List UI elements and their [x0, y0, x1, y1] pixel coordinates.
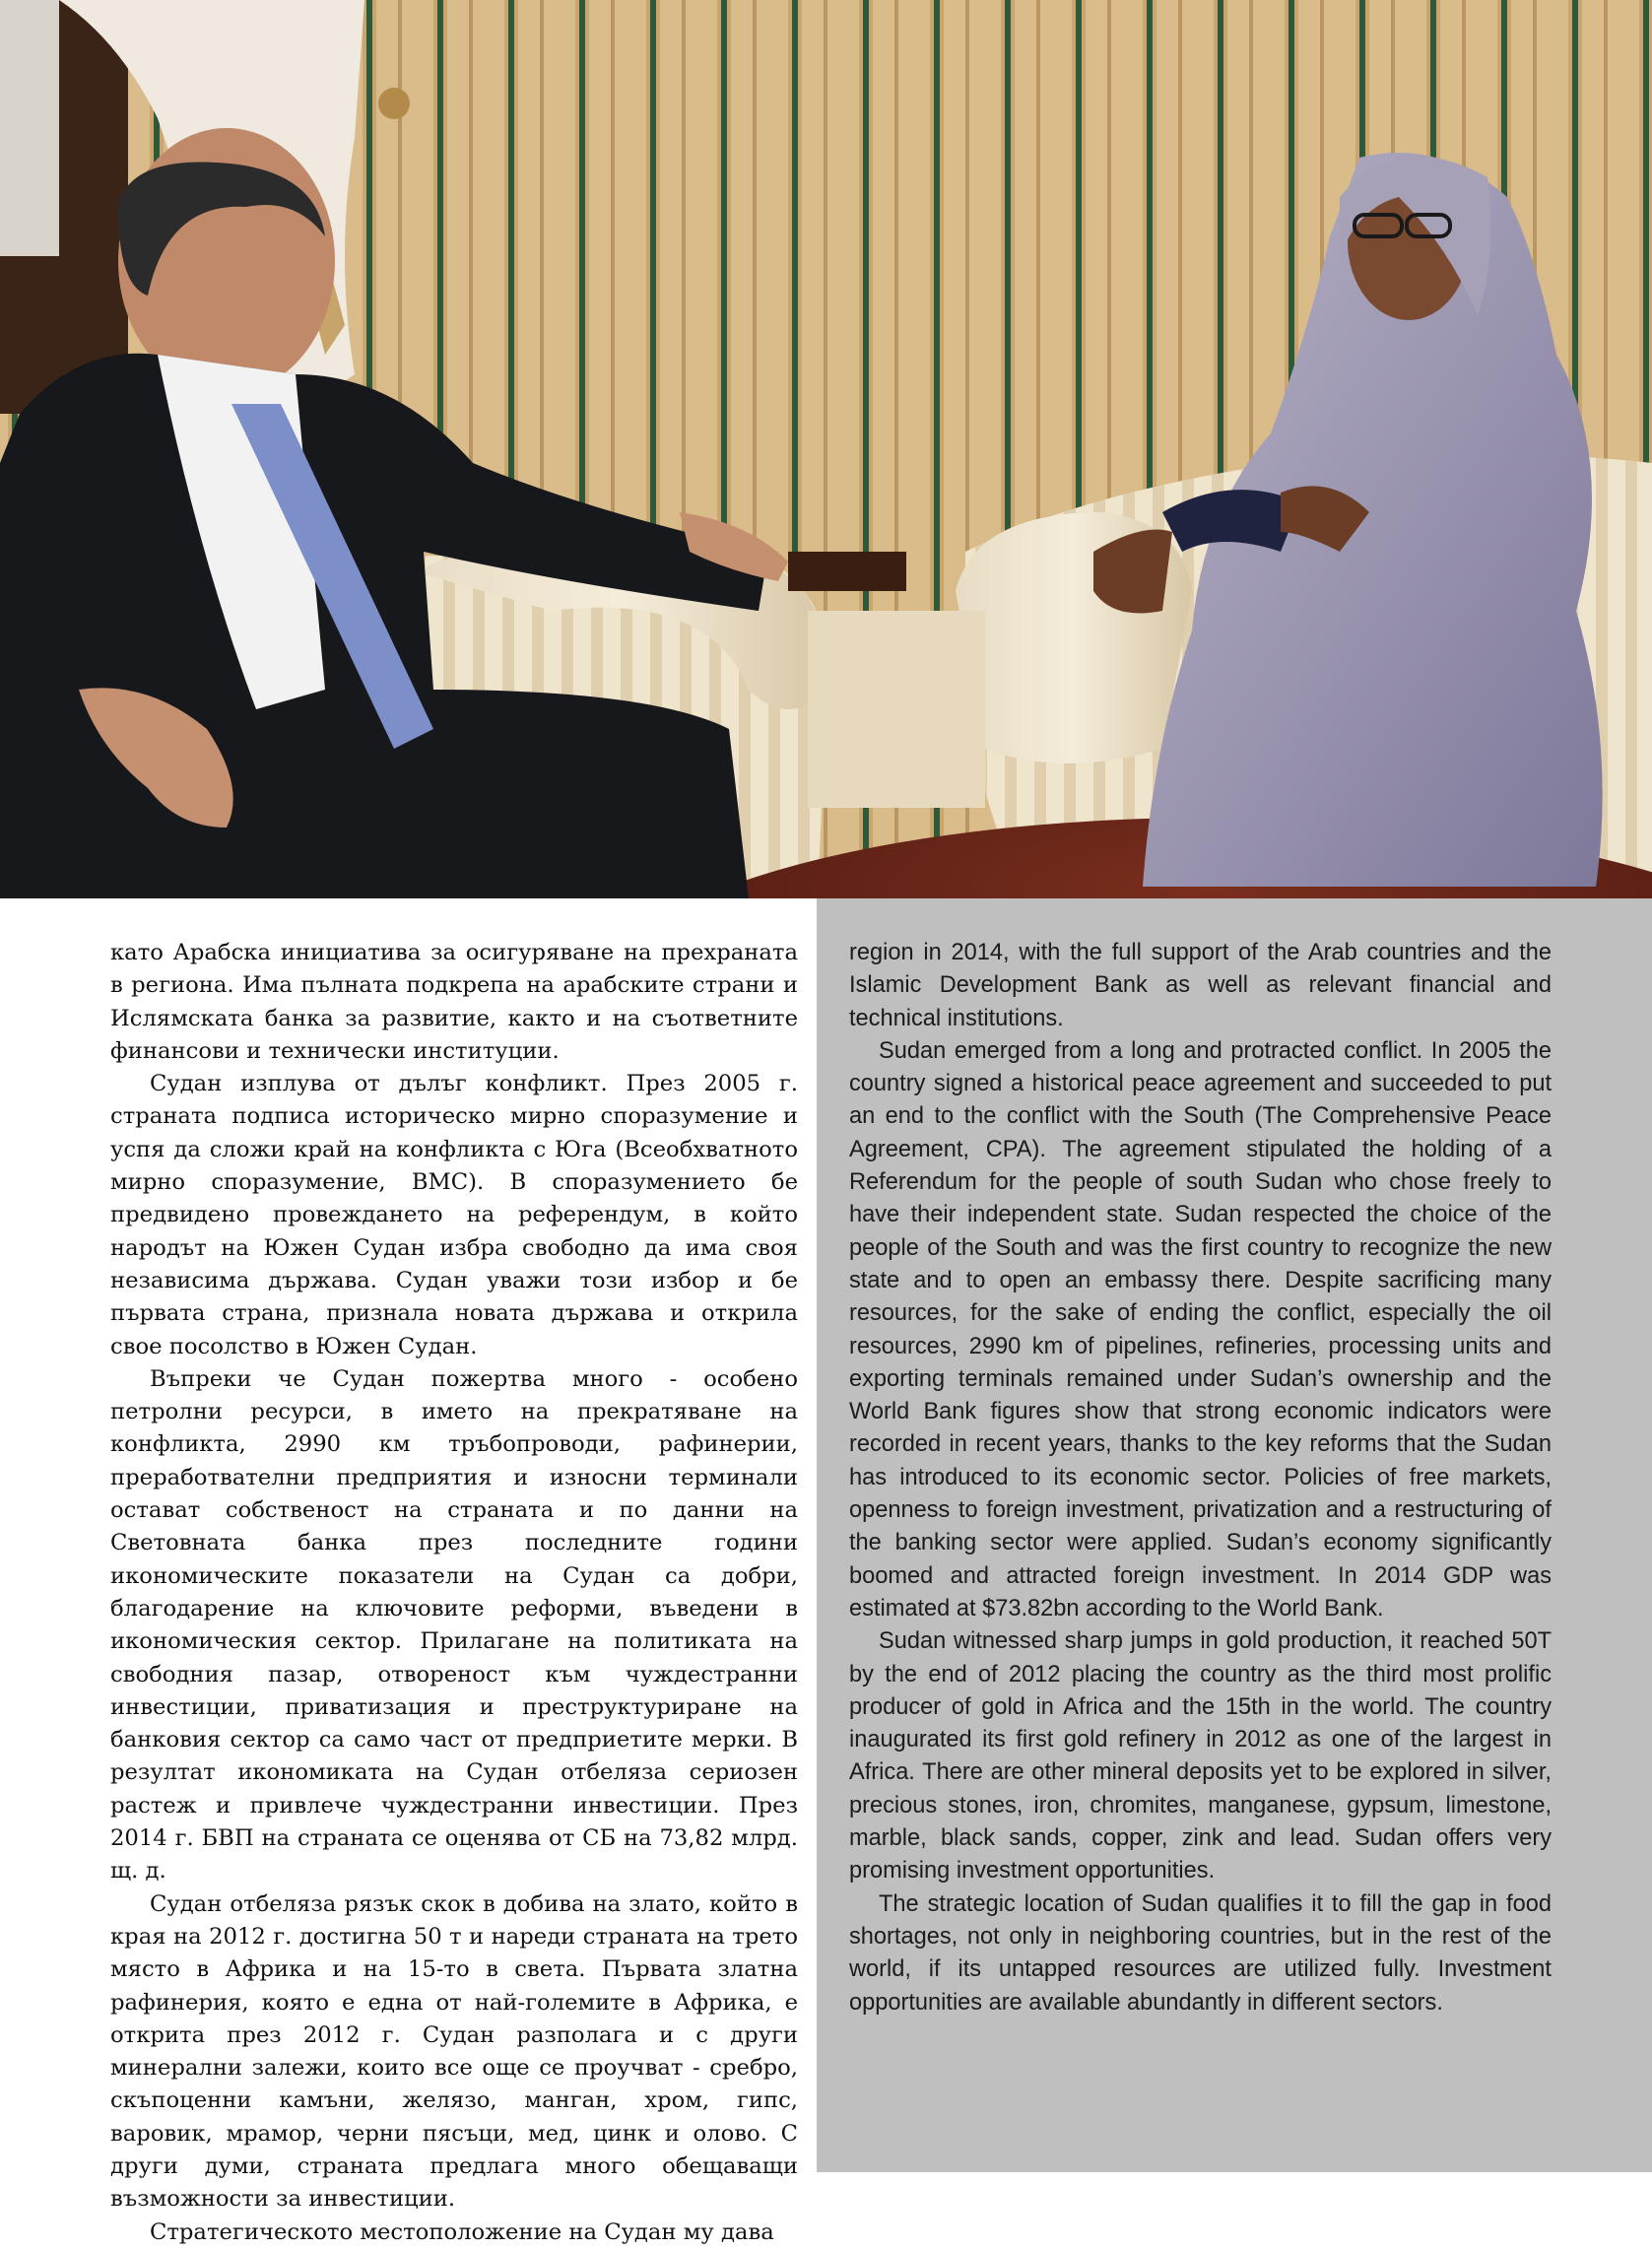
paragraph: region in 2014, with the full support of the Arab countries and the Islamic Development Bank as well as relevant financial and technical institutions.: [849, 940, 1552, 1031]
bulgarian-text-column: [110, 937, 798, 2249]
paragraph: Въпреки че Судан пожертва много - особено петролни ресурси, в името на прекратяване на конфликта, 2990 км тръбопроводи, рафинерии, преработвателни предприятия и износни терминали остават собственост на страната и по данни на Световната банка през последните години икономическите показатели на Судан са добри, благодарение на ключовите реформи, въведени в икономическия сектор. Прилагане на политиката на свободния пазар, отвореност към чуждестранни инвестиции, приватизация и преструктуриране на банковия сектор са само част от предприетите мерки. В резултат икономиката на Судан отбеляза сериозен растеж и привлече чуждестранни инвестиции. През 2014 г. БВП на страната се оценява от СБ на 73,82 млрд. щ. д.: [110, 1365, 798, 1885]
paragraph: The strategic location of Sudan qualifies it to fill the gap in food shortages, not only in neighboring countries, but in the rest of the world, if its untapped resources are utilized fully. Investment opportunities are available abundantly in different sectors.: [849, 1890, 1552, 2016]
paragraph: Sudan emerged from a long and protracted conflict. In 2005 the country signed a historical peace agreement and succeeded to put an end to the conflict with the South (The Comprehensive Peace Agreement, CPA). The agreement stipulated the holding of a Referendum for the people of south Sudan who chose freely to have their independent state. Sudan respected the choice of the people of the South and was the first country to recognize the new state and to open an embassy there. Despite sacrificing many resources, for the sake of ending the conflict, especially the oil resources, 2990 km of pipelines, refineries, processing units and exporting terminals remained under Sudan’s ownership and the World Bank figures show that strong economic indicators were recorded in recent years, thanks to the key reforms that the Sudan has introduced to its economic sector. Policies of free markets, openness to foreign investment, privatization and a restructuring of the banking sector were applied. Sudan’s economy significantly boomed and attracted foreign investment. In 2014 GDP was estimated at $73.82bn according to the World Bank.: [849, 1037, 1552, 1621]
english-text-column: [849, 937, 1552, 2019]
paragraph: като Арабска инициатива за осигуряване на прехраната в региона. Има пълната подкрепа на арабските страни и Ислямската банка за развитие, както и на съответните финансови и технически институции.: [110, 940, 798, 1064]
paragraph: Стратегическото местоположение на Судан му дава: [150, 2218, 774, 2245]
paragraph: Судан изплува от дълъг конфликт. През 2005 г. страната подписа историческо мирно споразумение и успя да сложи край на конфликта с Юга (Всеобхватното мирно споразумение, ВМС). В споразумението бе предвидено провеждането на референдум, в който народът на Южен Судан избра свободно да има своя независима държава. Судан уважи този избор и бе първата страна, признала новата държава и открила свое посолство в Южен Судан.: [110, 1071, 798, 1359]
meeting-photo: [0, 0, 1652, 898]
paragraph: Sudan witnessed sharp jumps in gold production, it reached 50T by the end of 2012 placing the country as the third most prolific producer of gold in Africa and the 15th in the world. The country inaugurated its first gold refinery in 2012 as one of the largest in Africa. There are other mineral deposits yet to be explored in silver, precious stones, iron, chromites, manganese, gypsum, limestone, marble, black sands, copper, zink and lead. Sudan offers very promising investment opportunities.: [849, 1628, 1552, 1885]
paragraph: Судан отбеляза рязък скок в добива на злато, който в края на 2012 г. достигна 50 т и нареди страната на трето място в Африка и на 15-то в света. Първата златна рафинерия, която е една от най-големите в Африка, е открита през 2012 г. Судан разполага и с други минерални залежи, които все още се проучват - сребро, скъпоценни камъни, желязо, манган, хром, гипс, варовик, мрамор, черни пясъци, мед, цинк и олово. С други думи, страната предлага много обещаващи възможности за инвестиции.: [110, 1890, 798, 2213]
